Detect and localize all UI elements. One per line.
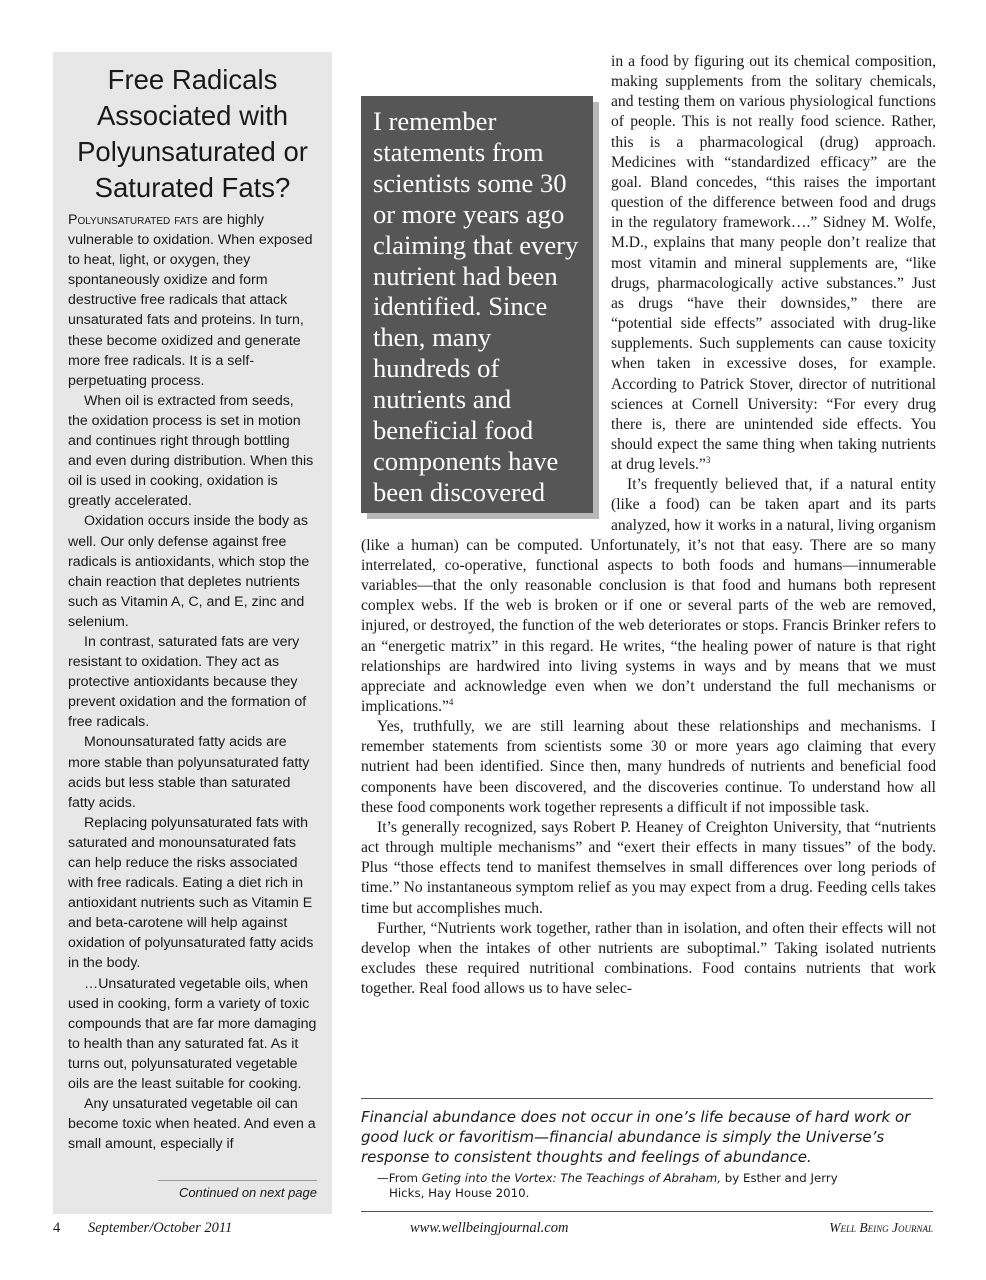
article-paragraph: It’s generally recognized, says Robert P. Heaney of Creighton University, that “nutrients act through multiple mechanisms” and “exert their effects in many tissues” of the body. Plus “those effects tend to manifest themselves in small differences over long periods of time.” No instantaneous symptom relief as you may expect from a drug. Feeding cells takes time but accomplishes much. (361, 818, 936, 917)
page-footer (0, 1220, 986, 1242)
sidebar-paragraph (68, 210, 317, 391)
sidebar-paragraph: …Unsaturated vegetable oils, when used in cooking, form a variety of toxic compounds that are far more damaging to health than any saturated fat. As it turns out, polyunsaturated vegetable oils are the least suitable for cooking. (68, 975, 317, 1093)
quote-attribution (361, 1171, 933, 1201)
sidebar-lead-caps: Polyunsaturated fats (68, 212, 199, 228)
footnote-ref: 3 (705, 454, 711, 465)
article-paragraph-text: in a food by figuring out its chemical composition, making supplements from the solitary chemicals, and testing them on various physiological functions of people. This is not really food science. Rather, this is a pharmacological (drug) approach. Medicines with “standardized efficacy” are the goal. Bland concedes, “this raises the important question of the difference between food and drugs in the regulatory framework….” Sidney M. Wolfe, M.D., explains that many people don’t realize that most vitamin and mineral supplements are, “like drugs, pharmacologically active substances.” Just as drugs “have their downsides,” there are “potential side effects” associated with drug-like supplements. Such supplements can cause toxicity when taken in excessive doses, for example. According to Patrick Stover, director of nutritional sciences at Cornell University: “For every drug there is, there are unintended side effects. You should expect the same thing when taking nutrients at drug levels.” (611, 53, 936, 474)
footnote-ref: 4 (448, 696, 454, 707)
abundance-quote-box (361, 1098, 933, 1212)
sidebar-paragraph-text: are highly vulnerable to oxidation. When exposed to heat, light, or oxygen, they spontaneously oxidize and form destructive free radicals that attack unsaturated fats and proteins. In turn, these become oxidized and generate more free radicals. It is a self-perpetuating process. (68, 212, 313, 389)
abundance-quote: Financial abundance does not occur in one’s life because of hard work or good luck or favoritism—financial abundance is simply the Universe’s response to consistent thoughts and feelings of abundance. (361, 1108, 911, 1166)
article-body (361, 52, 936, 999)
article-paragraph: Yes, truthfully, we are still learning about these relationships and mechanisms. I remember statements from scientists some 30 or more years ago claiming that every nutrient had been identified. Since then, many hundreds of nutrients and beneficial food components have been discovered, and the discoveries continue. To understand how all these food components work together represents a difficult if not impossible task. (361, 718, 936, 816)
attribution-publisher: Hicks, Hay House 2010. (389, 1186, 530, 1200)
attribution-title: Geting into the Vortex: The Teachings of Abraham, (421, 1171, 722, 1185)
magazine-name: Well Being Journal (829, 1220, 933, 1235)
sidebar-title: Free Radicals Associated with Polyunsaturated or Saturated Fats? (77, 64, 308, 203)
attribution-authors: by Esther and Jerry (721, 1171, 838, 1185)
website-url: www.wellbeingjournal.com (410, 1220, 569, 1236)
sidebar-box (53, 52, 332, 1214)
sidebar-paragraph: When oil is extracted from seeds, the oxidation process is set in motion and continues right through bottling and even during distribution. When this oil is used in cooking, oxidation is greatly accelerated. (68, 392, 314, 510)
article-paragraph-text: It’s frequently believed that, if a natural entity (like a food) can be taken apart and its parts analyzed, how it works in a natural, living organism (like a human) can be computed. Unfortunately, it’s not that easy. There are so many interrelated, co-operative, functional aspects to both foods and humans—innumerable variables—that the only reasonable conclusion is that food and humans both represent complex webs. If the web is broken or if one or several parts of the web are removed, injured, or destroyed, the function of the web deteriorates or stops. Francis Brinker refers to an “energetic matrix” in this regard. He writes, “the healing power of nature is that right relationships are hardwired into living systems in ways and by means that we must appreciate and acknowledge even when we don’t understand the full mechanisms or implications.” (361, 476, 936, 715)
article-paragraph: Further, “Nutrients work together, rather than in isolation, and often their effects will not develop when the intakes of other nutrients are suboptimal.” Taking isolated nutrients excludes these required nutritional combinations. Food contains nutrients that work together. Real food allows us to have selec- (361, 919, 936, 998)
continued-note: Continued on next page (158, 1180, 317, 1200)
sidebar-paragraph: Replacing polyunsaturated fats with saturated and monounsaturated fats can help reduce the risks associated with free radicals. Eating a diet rich in antioxidant nutrients such as Vitamin E and beta-carotene will help against oxidation of polyunsaturated fatty acids in the body. (68, 814, 314, 972)
sidebar-paragraph: In contrast, saturated fats are very resistant to oxidation. They act as protective antioxidants because they prevent oxidation and the formation of free radicals. (68, 633, 307, 731)
pull-quote: I remember statements from scientists some 30 or more years ago claiming that every nutrient had been identified. Since then, many hundreds of nutrients and beneficial food components have been discovered (361, 96, 593, 513)
attribution-prefix: —From (377, 1171, 422, 1185)
sidebar-paragraph: Oxidation occurs inside the body as well. Our only defense against free radicals is antioxidants, which stop the chain reaction that depletes nutrients such as Vitamin A, C, and E, zinc and selenium. (68, 513, 310, 630)
sidebar-paragraph: Monounsaturated fatty acids are more stable than polyunsaturated fatty acids but less stable than saturated fatty acids. (68, 734, 310, 811)
sidebar-paragraph: Any unsaturated vegetable oil can become toxic when heated. And even a small amount, especially if (68, 1096, 316, 1153)
issue-date: September/October 2011 (88, 1220, 233, 1236)
page-number: 4 (53, 1220, 61, 1236)
